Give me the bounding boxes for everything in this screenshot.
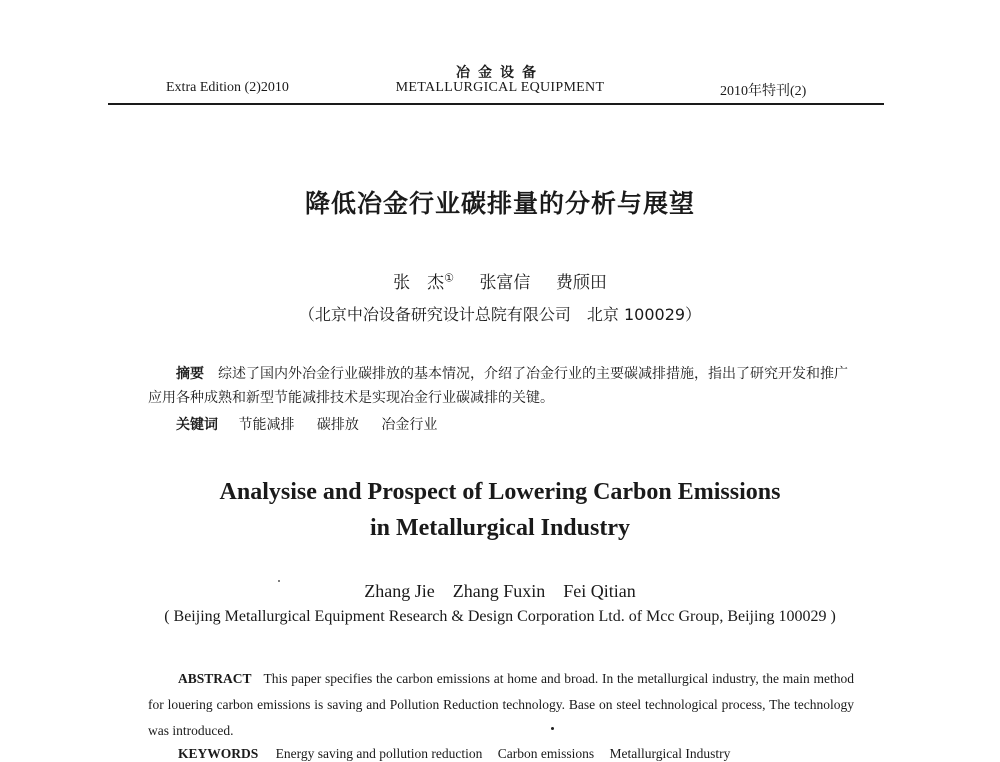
abstract-en-label: ABSTRACT: [178, 671, 252, 686]
affiliation-en: ( Beijing Metallurgical Equipment Research & Design Corporation Ltd. of Mcc Group, Beijing 100029 ): [164, 608, 836, 625]
paper-title-cn: 降低冶金行业碳排量的分析与展望: [304, 189, 695, 218]
header-rule: [108, 103, 884, 105]
author-cn-1: 张 杰①: [393, 271, 455, 293]
paper-title-en-line2: in Metallurgical Industry: [369, 515, 630, 541]
keyword-cn-1: 节能减排: [238, 417, 295, 433]
header-edition: Extra Edition (2)2010: [166, 80, 289, 95]
authors-en: Zhang Jie Zhang Fuxin Fei Qitian: [364, 581, 636, 601]
keywords-en-label: KEYWORDS: [178, 746, 259, 761]
abstract-cn-label: 摘要: [176, 366, 204, 382]
keywords-cn: [176, 414, 455, 434]
paper-title-en-line1: Analysise and Prospect of Lowering Carbon Emissions: [219, 479, 781, 505]
abstract-cn-text: 综述了国内外冶金行业碳排放的基本情况，介绍了冶金行业的主要碳减排措施，指出了研究开发和推广应用各种成熟和新型节能减排技术是实现冶金行业碳减排的关键。: [148, 366, 848, 406]
header-journal-name-cn: 冶金设备: [456, 65, 544, 81]
authors-cn: [0, 268, 1000, 293]
header-issue-cn: 2010年特刊(2): [720, 84, 807, 99]
abstract-cn: [148, 362, 860, 410]
keyword-cn-2: 碳排放: [316, 417, 359, 433]
affiliation-cn: （北京中冶设备研究设计总院有限公司 北京 100029）: [298, 305, 702, 324]
keyword-cn-3: 冶金行业: [381, 417, 438, 433]
keyword-en-2: Carbon emissions: [497, 746, 595, 761]
keyword-en-3: Metallurgical Industry: [609, 746, 731, 761]
keywords-cn-label: 关键词: [176, 417, 218, 433]
abstract-en-text: This paper specifies the carbon emissions at home and broad. In the metallurgical industry, the main method for louering carbon emissions is saving and Pollution Reduction technology. Base on steel technological process, The technology was introduced.: [148, 671, 854, 738]
abstract-en: [148, 666, 854, 744]
author-cn-3: 费颀田: [555, 273, 607, 293]
author-cn-2: 张富信: [479, 273, 531, 293]
header-journal-name-en: METALLURGICAL EQUIPMENT: [395, 80, 605, 95]
scan-speck: [551, 727, 554, 730]
paper-title-en: [0, 474, 1000, 546]
keyword-en-1: Energy saving and pollution reduction: [275, 746, 483, 761]
footnote-marker: ①: [444, 271, 455, 285]
